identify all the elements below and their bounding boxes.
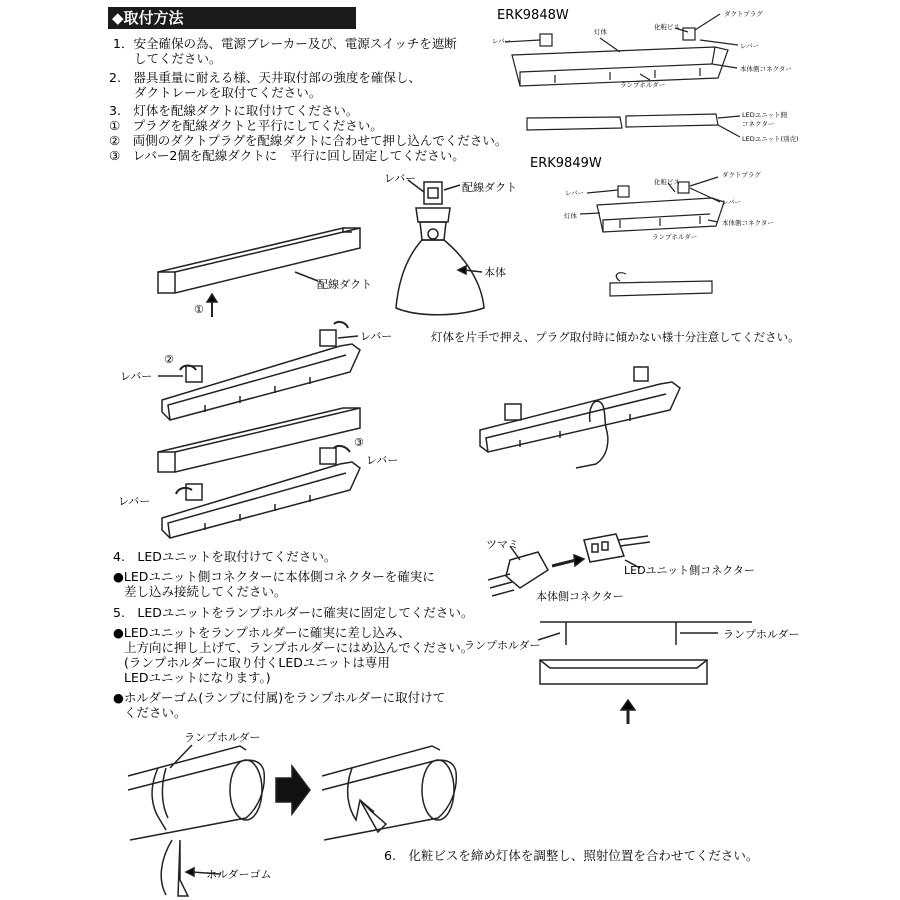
label-circle2: ②	[164, 353, 174, 366]
label-9849-lever-left: レバー	[565, 189, 585, 197]
label-9848-led-connector-b: コネクター	[742, 120, 775, 128]
model-erk9849w: ERK9849W	[530, 156, 602, 171]
label-9848-lamp-body: 灯体	[594, 28, 607, 36]
step-5-bullet1-line3: (ランプホルダーに取り付くLEDユニットは専用	[124, 655, 390, 670]
label-9848-lever-left: レバー	[492, 37, 512, 45]
label-lamp-holder-bottom: ランプホルダー	[184, 731, 261, 744]
step-5-bullet2-line1: ●ホルダーゴム(ランプに付属)をランプホルダーに取付けて	[113, 690, 446, 705]
label-9848-led-unit: LEDユニット(別売)	[742, 135, 799, 143]
step-6: 6. 化粧ビスを締め灯体を調整し、照射位置を合わせてください。	[384, 848, 759, 863]
label-lever-left-2: レバー	[118, 495, 151, 508]
label-9848-led-connector-a: LEDユニット側	[742, 111, 787, 119]
caution-text: 灯体を片手で押え、プラグ取付時に傾かない様十分注意してください。	[431, 330, 800, 344]
step-4: 4. LEDユニットを取付けてください。	[113, 549, 337, 564]
label-lamp-holder-left: ランプホルダー	[464, 639, 541, 652]
step-4-bullet-line1: ●LEDユニット側コネクターに本体側コネクターを確実に	[113, 569, 435, 584]
label-9848-body-connector: 本体側コネクター	[740, 65, 792, 73]
label-body-connector: 本体側コネクター	[536, 590, 624, 603]
model-erk9848w: ERK9848W	[497, 8, 569, 23]
label-lever-top: レバー	[384, 172, 417, 185]
step-1-line2: してください。	[134, 51, 222, 66]
step-5-bullet1-line4: LEDユニットになります。)	[124, 670, 271, 685]
label-duct: 配線ダクト	[317, 278, 372, 291]
step-3-sub2: ② 両側のダクトプラグを配線ダクトに合わせて押し込んでください。	[109, 133, 508, 148]
label-9849-lever-right: レバー	[722, 198, 742, 206]
step-5: 5. LEDユニットをランプホルダーに確実に固定してください。	[113, 605, 474, 620]
step-2-line1: 2. 器具重量に耐える様、天井取付部の強度を確保し、	[109, 70, 421, 85]
label-tsumami: ツマミ	[486, 538, 519, 551]
step-4-bullet-line2: 差し込み接続してください。	[124, 584, 287, 599]
label-lamp-holder-right: ランプホルダー	[723, 628, 800, 641]
label-9849-duct-plug: ダクトプラグ	[722, 171, 761, 179]
label-circle1: ①	[194, 303, 204, 316]
label-body: 本体	[484, 266, 506, 279]
label-9848-screw: 化粧ビス	[654, 23, 680, 31]
label-duct-top: 配線ダクト	[462, 181, 517, 194]
step-3-sub1: ① プラグを配線ダクトと平行にしてください。	[109, 118, 383, 133]
label-circle3: ③	[354, 436, 364, 449]
label-9848-duct-plug: ダクトプラグ	[724, 10, 763, 18]
label-led-connector: LEDユニット側コネクター	[624, 564, 755, 577]
label-lever-left-1: レバー	[120, 370, 153, 383]
label-9848-lamp-holder: ランプホルダー	[620, 81, 666, 89]
step-3-sub3: ③ レバー2個を配線ダクトに 平行に回し固定してください。	[109, 148, 465, 163]
step-5-bullet1-line2: 上方向に押し上げて、ランプホルダーにはめ込んでください。	[124, 640, 474, 655]
label-9849-body-connector: 本体側コネクター	[722, 219, 774, 227]
step-1-line1: 1．安全確保の為、電源ブレーカー及び、電源スイッチを遮断	[113, 36, 457, 51]
label-holder-rubber: ホルダーゴム	[206, 868, 272, 881]
label-lever-right-1: レバー	[360, 330, 393, 343]
step-3: 3. 灯体を配線ダクトに取付けてください。	[109, 103, 359, 118]
label-9849-lamp-holder: ランプホルダー	[652, 233, 698, 241]
step-5-bullet1-line1: ●LEDユニットをランプホルダーに確実に差し込み、	[113, 625, 411, 640]
section-header: ◆取付方法	[108, 7, 356, 29]
label-lever-right-2: レバー	[366, 454, 399, 467]
label-9848-lever-right: レバー	[740, 42, 760, 50]
step-5-bullet2-line2: ください。	[124, 705, 187, 720]
step-2-line2: ダクトレールを取付てください。	[134, 85, 322, 100]
label-9849-screw: 化粧ビス	[654, 178, 680, 186]
label-9849-lamp-body: 灯体	[564, 212, 577, 220]
